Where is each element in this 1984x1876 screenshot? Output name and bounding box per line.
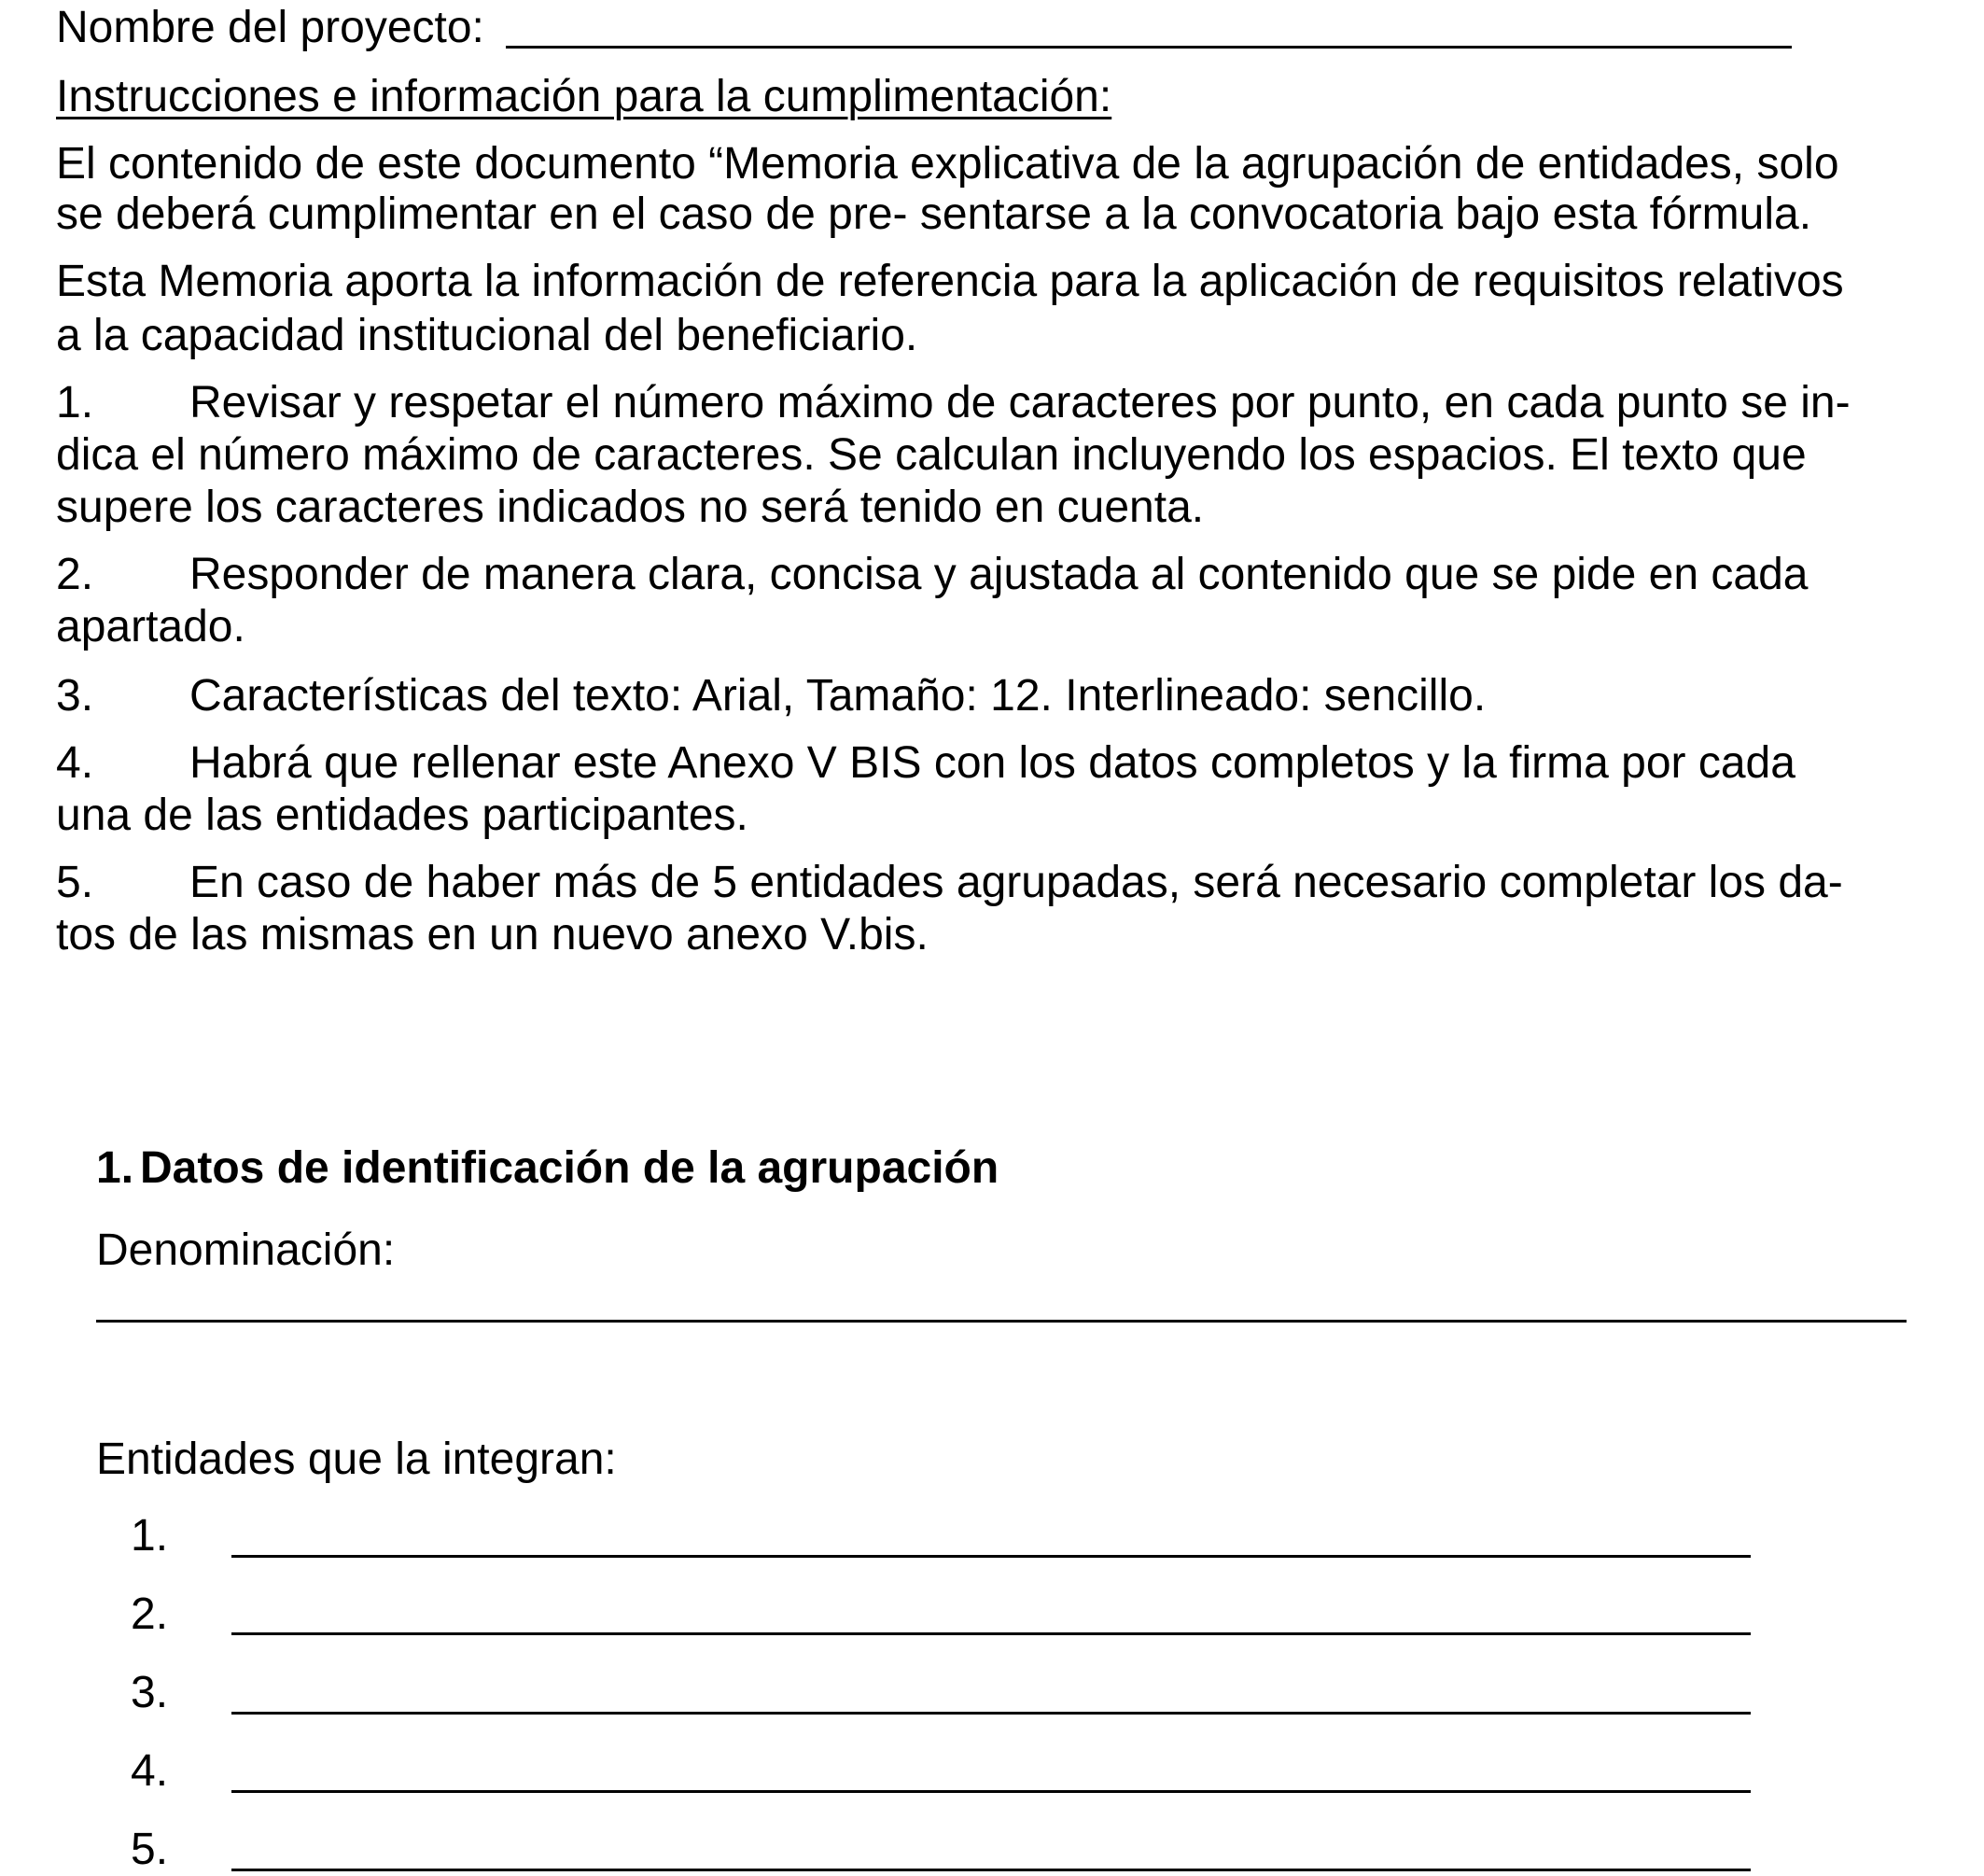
entity-field[interactable] bbox=[231, 1869, 1751, 1871]
item-number: 4. bbox=[56, 738, 94, 788]
item-line: En caso de haber más de 5 entidades agrupadas, será necesario completar los da- bbox=[189, 858, 1843, 907]
entity-number: 2. bbox=[131, 1589, 169, 1639]
item-number: 1. bbox=[56, 378, 94, 427]
item-line: Características del texto: Arial, Tamaño: 12. Interlineado: sencillo. bbox=[189, 671, 1487, 721]
paragraph-line: El contenido de este documento “Memoria explicativa de la agrupación de entidades, solo bbox=[56, 139, 1839, 189]
item-line: una de las entidades participantes. bbox=[56, 791, 748, 840]
entity-field[interactable] bbox=[231, 1712, 1751, 1715]
item-number: 3. bbox=[56, 671, 94, 721]
paragraph-line: se deberá cumplimentar en el caso de pre- sentarse a la convocatoria bajo esta fórmula. bbox=[56, 189, 1812, 239]
item-number: 2. bbox=[56, 550, 94, 599]
item-number: 5. bbox=[56, 858, 94, 907]
entity-number: 1. bbox=[131, 1511, 169, 1561]
entity-field[interactable] bbox=[231, 1790, 1751, 1793]
entity-field[interactable] bbox=[231, 1555, 1751, 1558]
item-line: Revisar y respetar el número máximo de caracteres por punto, en cada punto se in- bbox=[189, 378, 1851, 427]
section-title: Datos de identificación de la agrupación bbox=[140, 1143, 999, 1193]
section-number: 1. bbox=[96, 1143, 134, 1193]
entity-number: 5. bbox=[131, 1825, 169, 1874]
entity-number: 4. bbox=[131, 1746, 169, 1796]
entidades-label: Entidades que la integran: bbox=[96, 1435, 617, 1484]
entity-field[interactable] bbox=[231, 1632, 1751, 1635]
item-line: tos de las mismas en un nuevo anexo V.bis. bbox=[56, 910, 929, 959]
project-name-field[interactable] bbox=[506, 46, 1792, 49]
denominacion-field[interactable] bbox=[96, 1320, 1907, 1323]
item-line: supere los caracteres indicados no será tenido en cuenta. bbox=[56, 483, 1205, 532]
denominacion-label: Denominación: bbox=[96, 1225, 396, 1275]
item-line: apartado. bbox=[56, 602, 245, 651]
project-name-label: Nombre del proyecto: bbox=[56, 3, 484, 52]
paragraph-line: a la capacidad institucional del beneficiario. bbox=[56, 311, 918, 360]
item-line: dica el número máximo de caracteres. Se calculan incluyendo los espacios. El texto que bbox=[56, 430, 1807, 480]
paragraph-line: Esta Memoria aporta la información de referencia para la aplicación de requisitos relativos bbox=[56, 257, 1844, 306]
instructions-title: Instrucciones e información para la cumplimentación: bbox=[56, 72, 1112, 121]
item-line: Responder de manera clara, concisa y ajustada al contenido que se pide en cada bbox=[189, 550, 1809, 599]
entity-number: 3. bbox=[131, 1668, 169, 1717]
item-line: Habrá que rellenar este Anexo V BIS con los datos completos y la firma por cada bbox=[189, 738, 1795, 788]
